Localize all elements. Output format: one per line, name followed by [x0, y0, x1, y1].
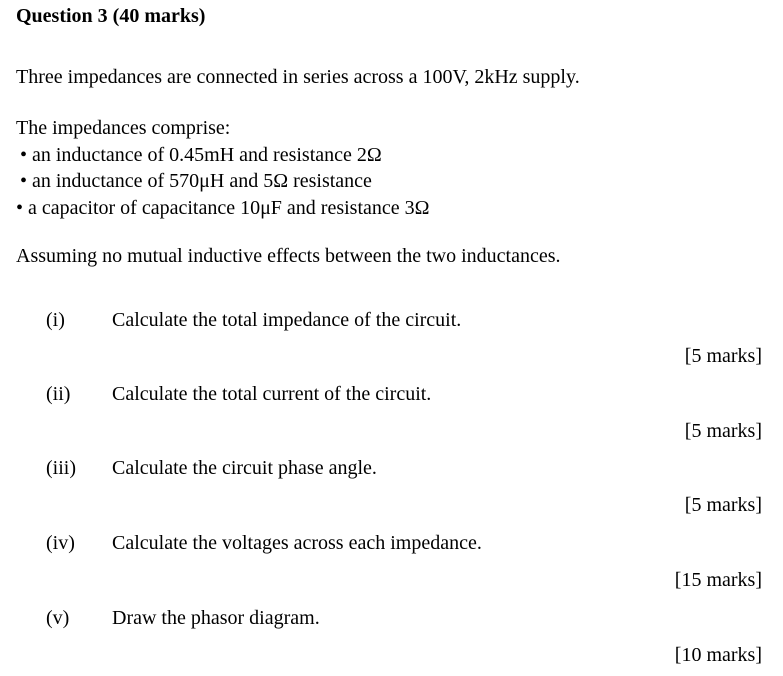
- impedance-item-1: • an inductance of 0.45mH and resistance 2Ω: [20, 144, 382, 166]
- part-marks-iii: [5 marks]: [684, 494, 762, 516]
- part-text-ii: Calculate the total current of the circuit.: [112, 383, 432, 405]
- impedances-label: The impedances comprise:: [16, 117, 231, 139]
- part-marks-iv: [15 marks]: [674, 569, 762, 591]
- part-marks-i: [5 marks]: [684, 345, 762, 367]
- intro-paragraph: Three impedances are connected in series across a 100V, 2kHz supply.: [16, 66, 580, 88]
- part-text-iii: Calculate the circuit phase angle.: [112, 457, 377, 479]
- part-text-iv: Calculate the voltages across each impedance.: [112, 532, 482, 554]
- assumption-paragraph: Assuming no mutual inductive effects between the two inductances.: [16, 245, 561, 267]
- part-number-ii: (ii): [46, 383, 71, 405]
- impedance-item-3: • a capacitor of capacitance 10μF and resistance 3Ω: [16, 197, 430, 219]
- part-number-i: (i): [46, 309, 65, 331]
- part-number-iv: (iv): [46, 532, 75, 554]
- part-marks-v: [10 marks]: [674, 644, 762, 666]
- part-text-i: Calculate the total impedance of the circuit.: [112, 309, 462, 331]
- part-number-v: (v): [46, 607, 70, 629]
- impedance-item-2: • an inductance of 570μH and 5Ω resistance: [20, 170, 372, 192]
- part-text-v: Draw the phasor diagram.: [112, 607, 320, 629]
- part-marks-ii: [5 marks]: [684, 420, 762, 442]
- part-number-iii: (iii): [46, 457, 76, 479]
- question-heading: Question 3 (40 marks): [16, 5, 206, 27]
